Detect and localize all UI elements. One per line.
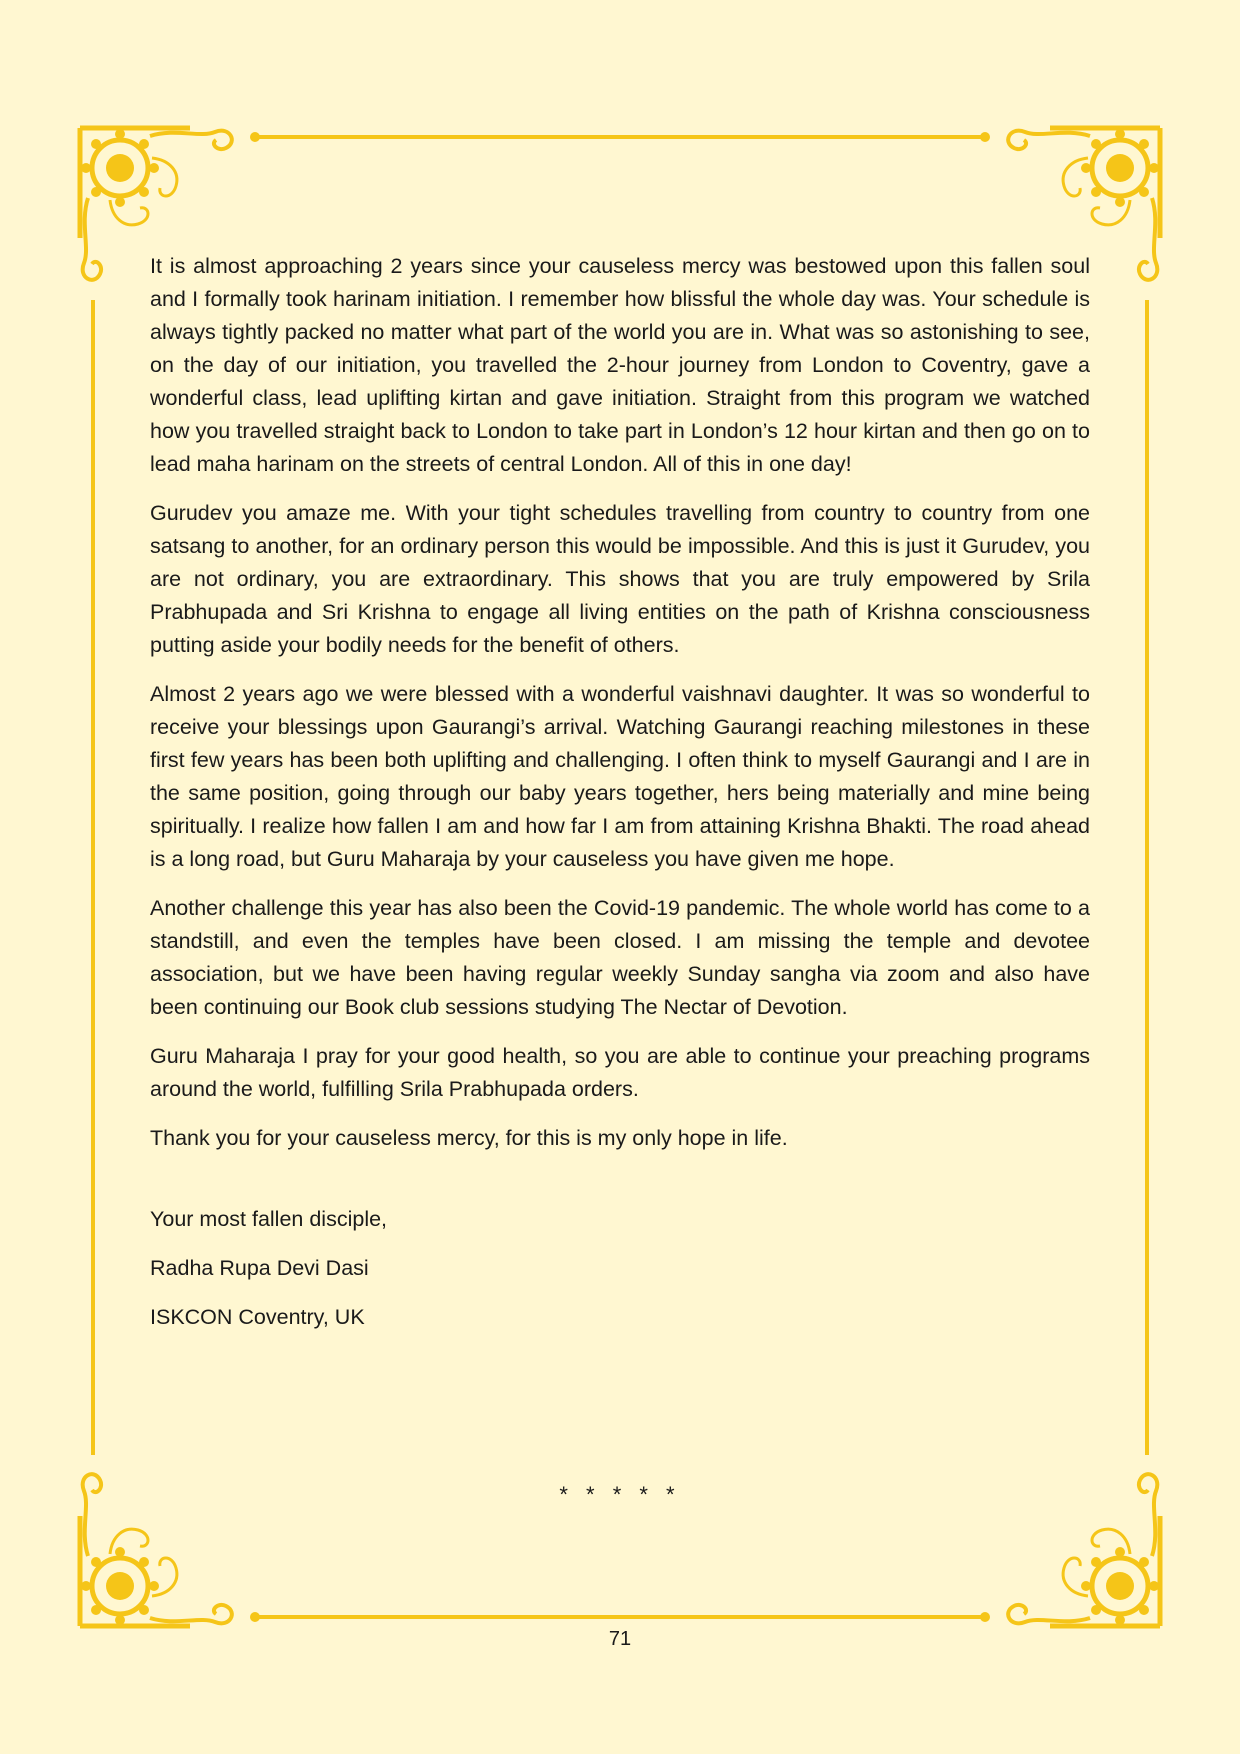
letter-paragraph: Gurudev you amaze me. With your tight schedules travelling from country to country from one satsang to another, for an ordinary person this would be impossible. And this is just it Gurudev, you are not ordinary, you are extraordinary. This shows that you are truly empowered by Srila Prabhupada and Sri Krishna to engage all living entities on the path of Krishna consciousness putting aside your bodily needs for the benefit of others.	[150, 501, 1090, 657]
letter-paragraph: Almost 2 years ago we were blessed with a wonderful vaishnavi daughter. It was so wonderful to receive your blessings upon Gaurangi’s arrival. Watching Gaurangi reaching milestones in these first few years has been both uplifting and challenging. I often think to myself Gaurangi and I are in the same position, going through our baby years together, hers being materially and mine being spiritually. I realize how fallen I am and how far I am from attaining Krishna Bhakti. The road ahead is a long road, but Guru Maharaja by your causeless you have given me hope.	[150, 682, 1090, 871]
page-number: 71	[608, 1628, 632, 1650]
signature-name: Radha Rupa Devi Dasi	[150, 1256, 369, 1280]
letter-paragraph: Guru Maharaja I pray for your good health, so you are able to continue your preaching programs around the world, fulfilling Srila Prabhupada orders.	[150, 1044, 1090, 1101]
letter-closing-block	[150, 1203, 1090, 1334]
closing-salutation: Your most fallen disciple,	[150, 1207, 388, 1231]
signature-affiliation: ISKCON Coventry, UK	[150, 1305, 365, 1329]
letter-paragraph: It is almost approaching 2 years since your causeless mercy was bestowed upon this fallen soul and I formally took harinam initiation. I remember how blissful the whole day was. Your schedule is always tightly packed no matter what part of the world you are in. What was so astonishing to see, on the day of our initiation, you travelled the 2-hour journey from London to Coventry, gave a wonderful class, lead uplifting kirtan and gave initiation. Straight from this program we watched how you travelled straight back to London to take part in London’s 12 hour kirtan and then go on to lead maha harinam on the streets of central London. All of this in one day!	[150, 254, 1090, 476]
section-separator: * * * * *	[559, 1482, 681, 1507]
letter-body	[150, 250, 1090, 1350]
letter-paragraph: Another challenge this year has also been the Covid-19 pandemic. The whole world has come to a standstill, and even the temples have been closed. I am missing the temple and devotee association, but we have been having regular weekly Sunday sangha via zoom and also have been continuing our Book club sessions studying The Nectar of Devotion.	[150, 896, 1090, 1019]
letter-paragraph: Thank you for your causeless mercy, for this is my only hope in life.	[150, 1126, 788, 1150]
